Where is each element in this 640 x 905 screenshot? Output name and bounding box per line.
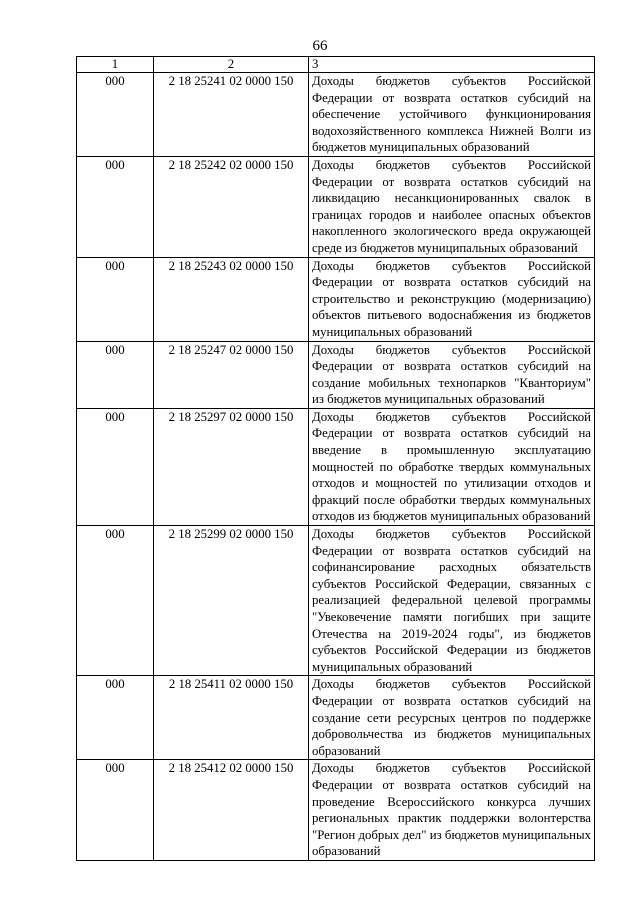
description-cell: Доходы бюджетов субъектов Российской Федерации от возврата остатков субсидий на ликвидацию несанкционированных свалок в границах городов и наиболее опасных объектов накопленного экологического вреда окружающей среде из бюджетов муниципальных образований	[309, 156, 595, 257]
admin-code-cell: 000	[77, 156, 154, 257]
description-cell: Доходы бюджетов субъектов Российской Федерации от возврата остатков субсидий на введение в промышленную эксплуатацию мощностей по обработке твердых коммунальных отходов и мощностей по утилизации отходов и фракций после обработки твердых коммунальных отходов из бюджетов муниципальных образований	[309, 408, 595, 525]
admin-code-cell: 000	[77, 526, 154, 676]
table-row	[77, 408, 595, 525]
table-row	[77, 341, 595, 408]
column-header-1: 1	[77, 57, 154, 73]
budget-code-cell: 2 18 25412 02 0000 150	[154, 760, 309, 861]
column-header-2: 2	[154, 57, 309, 73]
table-row	[77, 73, 595, 157]
table-row	[77, 676, 595, 760]
budget-code-cell: 2 18 25241 02 0000 150	[154, 73, 309, 157]
description-cell: Доходы бюджетов субъектов Российской Федерации от возврата остатков субсидий на строительство и реконструкцию (модернизацию) объектов питьевого водоснабжения из бюджетов муниципальных образований	[309, 257, 595, 341]
admin-code-cell: 000	[77, 760, 154, 861]
description-cell: Доходы бюджетов субъектов Российской Федерации от возврата остатков субсидий на проведение Всероссийского конкурса лучших региональных практик поддержки волонтерства "Регион добрых дел" из бюджетов муниципальных образований	[309, 760, 595, 861]
budget-code-cell: 2 18 25247 02 0000 150	[154, 341, 309, 408]
budget-code-cell: 2 18 25243 02 0000 150	[154, 257, 309, 341]
budget-code-cell: 2 18 25297 02 0000 150	[154, 408, 309, 525]
table-header-row	[77, 57, 595, 73]
column-header-3: 3	[309, 57, 595, 73]
budget-revenue-table	[76, 56, 595, 861]
description-cell: Доходы бюджетов субъектов Российской Федерации от возврата остатков субсидий на обеспечение устойчивого функционирования водохозяйственного комплекса Нижней Волги из бюджетов муниципальных образований	[309, 73, 595, 157]
admin-code-cell: 000	[77, 341, 154, 408]
description-cell: Доходы бюджетов субъектов Российской Федерации от возврата остатков субсидий на создание сети ресурсных центров по поддержке добровольчества из бюджетов муниципальных образований	[309, 676, 595, 760]
budget-code-cell: 2 18 25299 02 0000 150	[154, 526, 309, 676]
table-row	[77, 257, 595, 341]
admin-code-cell: 000	[77, 408, 154, 525]
budget-code-cell: 2 18 25411 02 0000 150	[154, 676, 309, 760]
description-cell: Доходы бюджетов субъектов Российской Федерации от возврата остатков субсидий на софинансирование расходных обязательств субъектов Российской Федерации, связанных с реализацией федеральной целевой программы "Увековечение памяти погибших при защите Отечества на 2019-2024 годы", из бюджетов субъектов Российской Федерации из бюджетов муниципальных образований	[309, 526, 595, 676]
admin-code-cell: 000	[77, 73, 154, 157]
table-row	[77, 156, 595, 257]
admin-code-cell: 000	[77, 676, 154, 760]
page-number: 66	[312, 38, 328, 54]
description-cell: Доходы бюджетов субъектов Российской Федерации от возврата остатков субсидий на создание мобильных технопарков "Кванториум" из бюджетов муниципальных образований	[309, 341, 595, 408]
admin-code-cell: 000	[77, 257, 154, 341]
table-row	[77, 526, 595, 676]
budget-code-cell: 2 18 25242 02 0000 150	[154, 156, 309, 257]
table-row	[77, 760, 595, 861]
